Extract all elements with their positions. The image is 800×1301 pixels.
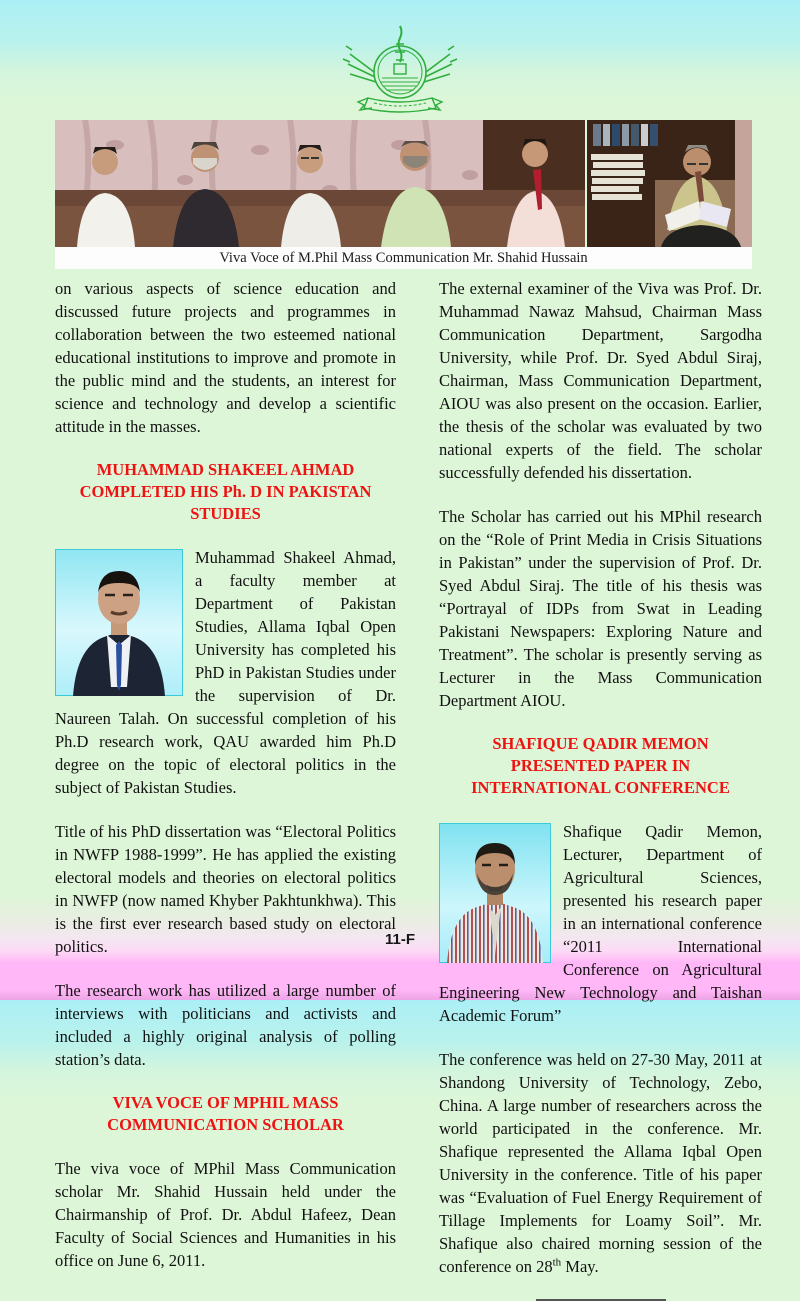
paragraph-viva-voce: The viva voce of MPhil Mass Communication scholar Mr. Shahid Hussain held under the Chairmanship of Prof. Dr. Abdul Hafeez, Dean Faculty of Social Sciences and Humanities in his office on June 6, 2011. — [55, 1159, 396, 1270]
heading-shakeel-ahmad-phd: MUHAMMAD SHAKEEL AHMAD COMPLETED HIS Ph. D IN PAKISTAN STUDIES — [79, 460, 372, 523]
heading-viva-voce: VIVA VOCE OF MPHIL MASS COMMUNICATION SCHOLAR — [107, 1093, 344, 1134]
paragraph-shafique-memon: Shafique Qadir Memon, Lecturer, Department of Agricultural Sciences, presented his research paper in an international conference “2011 International Conference on Agricultural Engineering New Technology and Taishan Academic Forum” — [439, 822, 762, 1025]
left-column — [55, 277, 396, 1301]
paragraph-research-work: The research work has utilized a large number of interviews with politicians and activists and included a highly original analysis of polling station’s data. — [55, 981, 396, 1069]
aiou-logo-icon — [338, 20, 462, 116]
viva-voce-group-photo — [55, 120, 752, 247]
portrait-shakeel-ahmad — [55, 549, 183, 696]
photo-caption: Viva Voce of M.Phil Mass Communication Mr. Shahid Hussain — [55, 247, 752, 269]
paragraph-mphil-research: The Scholar has carried out his MPhil research on the “Role of Print Media in Crisis Situations in Pakistan” under the supervision of Prof. Dr. Syed Abdul Siraj. The title of his thesis was “Portrayal of IDPs from Swat in Leading Pakistani Newspapers: Exploring Nature and Treatment”. The scholar is presently serving as Lecturer in the Mass Communication Department AIOU. — [439, 507, 762, 710]
page-number: 11-F — [384, 931, 415, 948]
paragraph-shakeel-ahmad: Muhammad Shakeel Ahmad, a faculty member at Department of Pakistan Studies, Allama Iqbal Open University has completed his PhD in Pakistan Studies under the supervision of Dr. Naureen Talah. On successful completion of his Ph.D research work, QAU awarded him Ph.D degree on the topic of electoral politics in the subject of Pakistan Studies. — [55, 548, 396, 797]
paragraph-external-examiner: The external examiner of the Viva was Prof. Dr. Muhammad Nawaz Mahsud, Chairman Mass Communication Department, Sargodha University, while Prof. Dr. Syed Abdul Siraj, Chairman, Mass Communication Department, AIOU was also present on the occasion. Earlier, the thesis of the scholar was evaluated by two national experts of the field. The scholar successfully defended his dissertation. — [439, 279, 762, 482]
paragraph-dissertation-title: Title of his PhD dissertation was “Electoral Politics in NWFP 1988-1999”. He has applied the existing electoral models and theories on electoral politics in NWFP (now named Khyber Pakhtunkhwa). This is the first ever research based study on electoral politics. — [55, 822, 396, 956]
article-columns — [55, 277, 762, 1301]
superscript-th: th — [552, 1256, 562, 1269]
paragraph-conference-details: The conference was held on 27-30 May, 2011 at Shandong University of Technology, Zebo, China. A large number of researchers across the world participated in the conference. Mr. Shafique represented the Allama Iqbal Open University in the conference. Title of his paper was “Evaluation of Fuel Energy Requirement of Tillage Implements for Loamy Soil”. Mr. Shafique also chaired morning session of the conference on 28th May. — [439, 1050, 762, 1276]
heading-shafique-qadir-memon: SHAFIQUE QADIR MEMON PRESENTED PAPER IN INTERNATIONAL CONFERENCE — [471, 734, 730, 797]
paragraph-science-education: on various aspects of science education and discussed future projects and programmes in collaboration between the two esteemed national educational institutions to improve and promote in the public mind and the students, an interest for science and technology and develop a scientific attitude in the masses. — [55, 279, 396, 436]
right-column — [439, 277, 762, 1301]
